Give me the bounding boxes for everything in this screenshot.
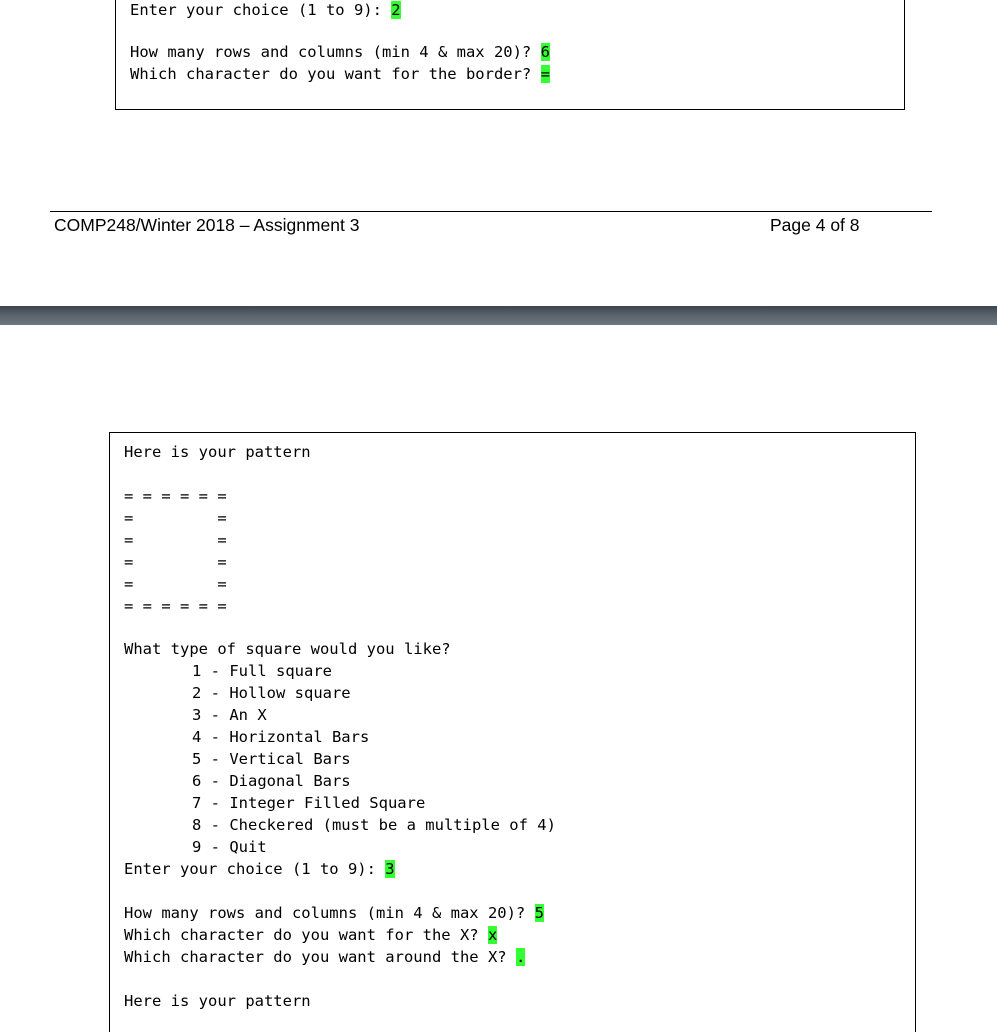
footer-course-title: COMP248/Winter 2018 – Assignment 3	[54, 215, 360, 235]
pattern-heading: Here is your pattern	[124, 443, 311, 461]
border-char-line	[130, 63, 550, 85]
choice-input: 3	[385, 860, 395, 878]
rows-line	[130, 41, 550, 63]
console-output-bottom	[109, 432, 916, 1032]
menu-option: 3 - An X	[192, 706, 267, 724]
menu-option: 7 - Integer Filled Square	[192, 794, 426, 812]
rows-prompt: How many rows and columns (min 4 & max 20)?	[124, 904, 535, 922]
choice-line	[130, 0, 401, 21]
pattern-row: = =	[124, 531, 227, 549]
footer-page-number: Page 4 of 8	[770, 215, 860, 235]
border-char-prompt: Which character do you want for the border?	[130, 65, 541, 83]
menu-option: 5 - Vertical Bars	[192, 750, 351, 768]
around-char-line	[124, 946, 525, 968]
rows-prompt: How many rows and columns (min 4 & max 20)?	[130, 43, 541, 61]
choice-line	[124, 858, 395, 880]
pattern-row: = =	[124, 575, 227, 593]
menu-option: 2 - Hollow square	[192, 684, 351, 702]
choice-prompt: Enter your choice (1 to 9):	[130, 1, 392, 19]
x-char-input: x	[487, 926, 498, 944]
rows-line	[124, 902, 544, 924]
border-char-input: =	[540, 65, 550, 83]
pattern-row: = = = = = =	[124, 597, 227, 615]
menu-option: 4 - Horizontal Bars	[192, 728, 370, 746]
pattern-row: = = = = = =	[124, 487, 227, 505]
choice-input: 2	[391, 1, 401, 19]
closing-heading: Here is your pattern	[124, 992, 311, 1010]
menu-option: 1 - Full square	[192, 662, 332, 680]
menu-option: 8 - Checkered (must be a multiple of 4)	[192, 816, 556, 834]
x-char-prompt: Which character do you want for the X?	[124, 926, 488, 944]
pattern-row: = =	[124, 553, 227, 571]
page-separator	[0, 306, 997, 325]
footer-divider	[50, 211, 932, 212]
pattern-row: = =	[124, 509, 227, 527]
rows-input: 6	[540, 43, 550, 61]
around-char-input: .	[515, 948, 526, 966]
console-output-top	[115, 0, 905, 110]
x-char-line	[124, 924, 497, 946]
menu-option: 6 - Diagonal Bars	[192, 772, 351, 790]
choice-prompt: Enter your choice (1 to 9):	[124, 860, 386, 878]
around-char-prompt: Which character do you want around the X?	[124, 948, 516, 966]
rows-input: 5	[534, 904, 544, 922]
menu-option: 9 - Quit	[192, 838, 267, 856]
menu-title: What type of square would you like?	[124, 640, 451, 658]
